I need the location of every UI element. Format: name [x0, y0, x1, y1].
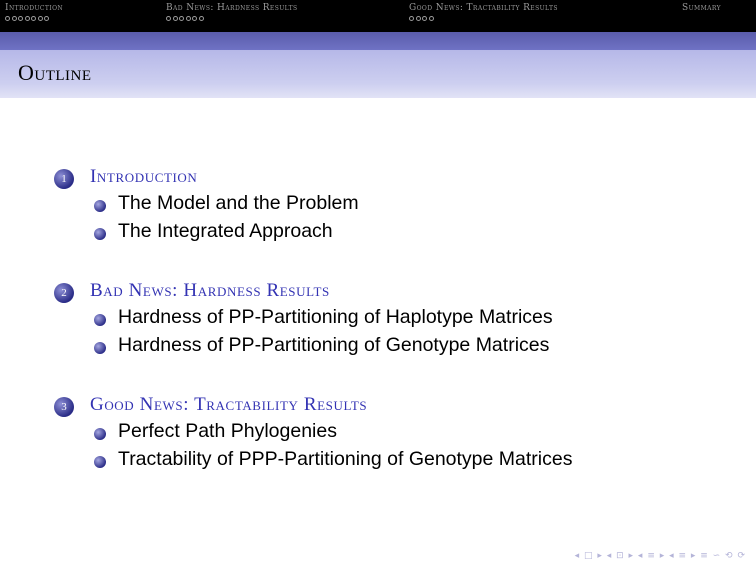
subsection-dot[interactable] — [186, 16, 191, 21]
section-number-badge: 1 — [54, 169, 74, 189]
frame-title-band — [0, 50, 756, 98]
subsection-dot[interactable] — [179, 16, 184, 21]
section-number-badge: 2 — [54, 283, 74, 303]
bullet-icon — [94, 200, 106, 212]
outline-section-1 — [54, 166, 744, 192]
subsection-dot[interactable] — [38, 16, 43, 21]
section-number-badge: 3 — [54, 397, 74, 417]
outline-list — [54, 166, 744, 476]
subsection-dot[interactable] — [166, 16, 171, 21]
subsection-dot[interactable] — [422, 16, 427, 21]
subsection-title[interactable]: Hardness of PP-Partitioning of Genotype Matrices — [118, 334, 550, 356]
subsection-dot[interactable] — [416, 16, 421, 21]
navigation-symbols-icon[interactable]: ◂ □ ▸ ◂ ⊡ ▸ ◂ ≡ ▸ ◂ ≡ ▸ ≡ ∽ ⟲ ⟳ — [574, 551, 746, 561]
nav-section-summary[interactable]: Summary — [682, 3, 721, 13]
outline-subsection — [54, 420, 744, 448]
subsection-title[interactable]: The Integrated Approach — [118, 220, 333, 242]
bullet-icon — [94, 428, 106, 440]
frame-title: Outline — [18, 60, 92, 85]
nav-section-introduction[interactable]: Introduction — [5, 3, 64, 13]
nav-dots-bad-news — [166, 16, 204, 21]
nav-section-bad-news[interactable]: Bad News: Hardness Results — [166, 3, 298, 13]
nav-section-good-news[interactable]: Good News: Tractability Results — [409, 3, 558, 13]
subsection-dot[interactable] — [5, 16, 10, 21]
subsection-title[interactable]: Tractability of PPP-Partitioning of Genotype Matrices — [118, 448, 573, 470]
subsection-title[interactable]: The Model and the Problem — [118, 192, 359, 214]
outline-subsection — [54, 306, 744, 334]
subsection-title[interactable]: Hardness of PP-Partitioning of Haplotype Matrices — [118, 306, 553, 328]
outline-subsection — [54, 448, 744, 476]
bullet-icon — [94, 314, 106, 326]
subsection-dot[interactable] — [429, 16, 434, 21]
outline-subsection — [54, 220, 744, 248]
outline-subsection — [54, 192, 744, 220]
bullet-icon — [94, 228, 106, 240]
subsection-dot[interactable] — [173, 16, 178, 21]
subsection-dot[interactable] — [18, 16, 23, 21]
header-band-dark — [0, 32, 756, 50]
section-title-bad-news[interactable]: Bad News: Hardness Results — [90, 280, 330, 301]
nav-dots-introduction — [5, 16, 49, 21]
bullet-icon — [94, 342, 106, 354]
outline-section-2 — [54, 280, 744, 306]
subsection-dot[interactable] — [31, 16, 36, 21]
outline-section-3 — [54, 394, 744, 420]
section-title-introduction[interactable]: Introduction — [90, 166, 198, 187]
nav-dots-good-news — [409, 16, 434, 21]
subsection-dot[interactable] — [199, 16, 204, 21]
subsection-dot[interactable] — [409, 16, 414, 21]
headline-navigation — [0, 0, 756, 32]
outline-subsection — [54, 334, 744, 362]
section-title-good-news[interactable]: Good News: Tractability Results — [90, 394, 368, 415]
subsection-title[interactable]: Perfect Path Phylogenies — [118, 420, 337, 442]
subsection-dot[interactable] — [44, 16, 49, 21]
bullet-icon — [94, 456, 106, 468]
subsection-dot[interactable] — [12, 16, 17, 21]
subsection-dot[interactable] — [192, 16, 197, 21]
subsection-dot[interactable] — [25, 16, 30, 21]
